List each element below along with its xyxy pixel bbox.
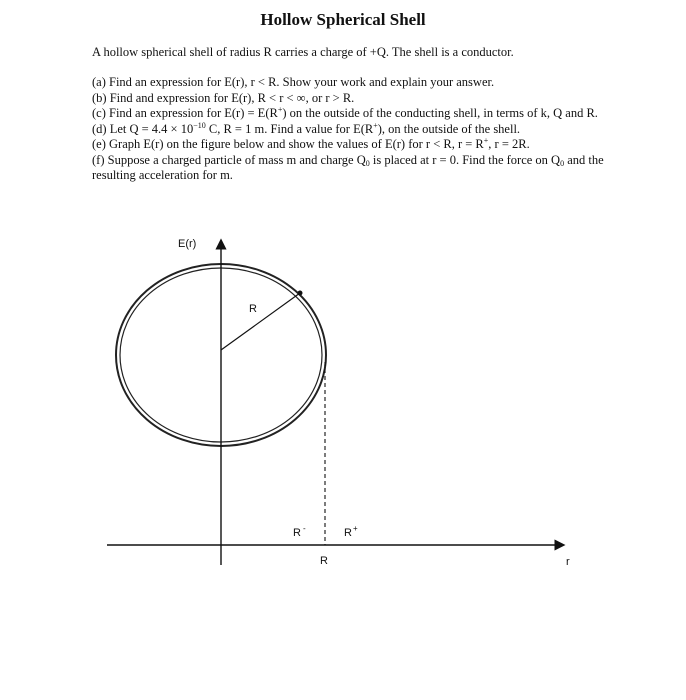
radius-endpoint-dot (298, 291, 303, 296)
part-c: (c) Find an expression for E(r) = E(R+) on the outside of the conducting shell, in terms of k, Q and R. (92, 105, 598, 120)
y-axis-label: E(r) (178, 238, 197, 250)
r-plus-label: R+ (344, 524, 358, 539)
radius-label: R (249, 303, 257, 315)
part-d: (d) Let $Q = 4.4 \times 10^{-10}$ C, R = 1 m. Find a value for E(R+), on the outside of the shell. (92, 120, 521, 136)
r-minus-label: R - (293, 524, 306, 539)
part-a: (a) Find an expression for E(r), r < R. Show your work and explain your answer. (92, 75, 495, 89)
part-f: (f) Suppose a charged particle of mass m and charge $Q_0$ is placed at r = 0. Find the force on $Q_0$ and the resulting acceleration for m. (92, 152, 604, 182)
problem-intro: A hollow spherical shell of radius R carries a charge of +Q. The shell is a conductor. (92, 45, 514, 59)
page-title: Hollow Spherical Shell (260, 10, 426, 29)
r-tick-label: R (320, 555, 328, 567)
part-e: (e) Graph E(r) on the figure below and show the values of E(r) for r < R, r = R+, r = 2R. (92, 136, 530, 151)
part-b: (b) Find and expression for E(r), R < r < ∞, or r > R. (92, 90, 355, 105)
x-axis-label: r (566, 556, 570, 568)
radius-line (221, 293, 300, 350)
